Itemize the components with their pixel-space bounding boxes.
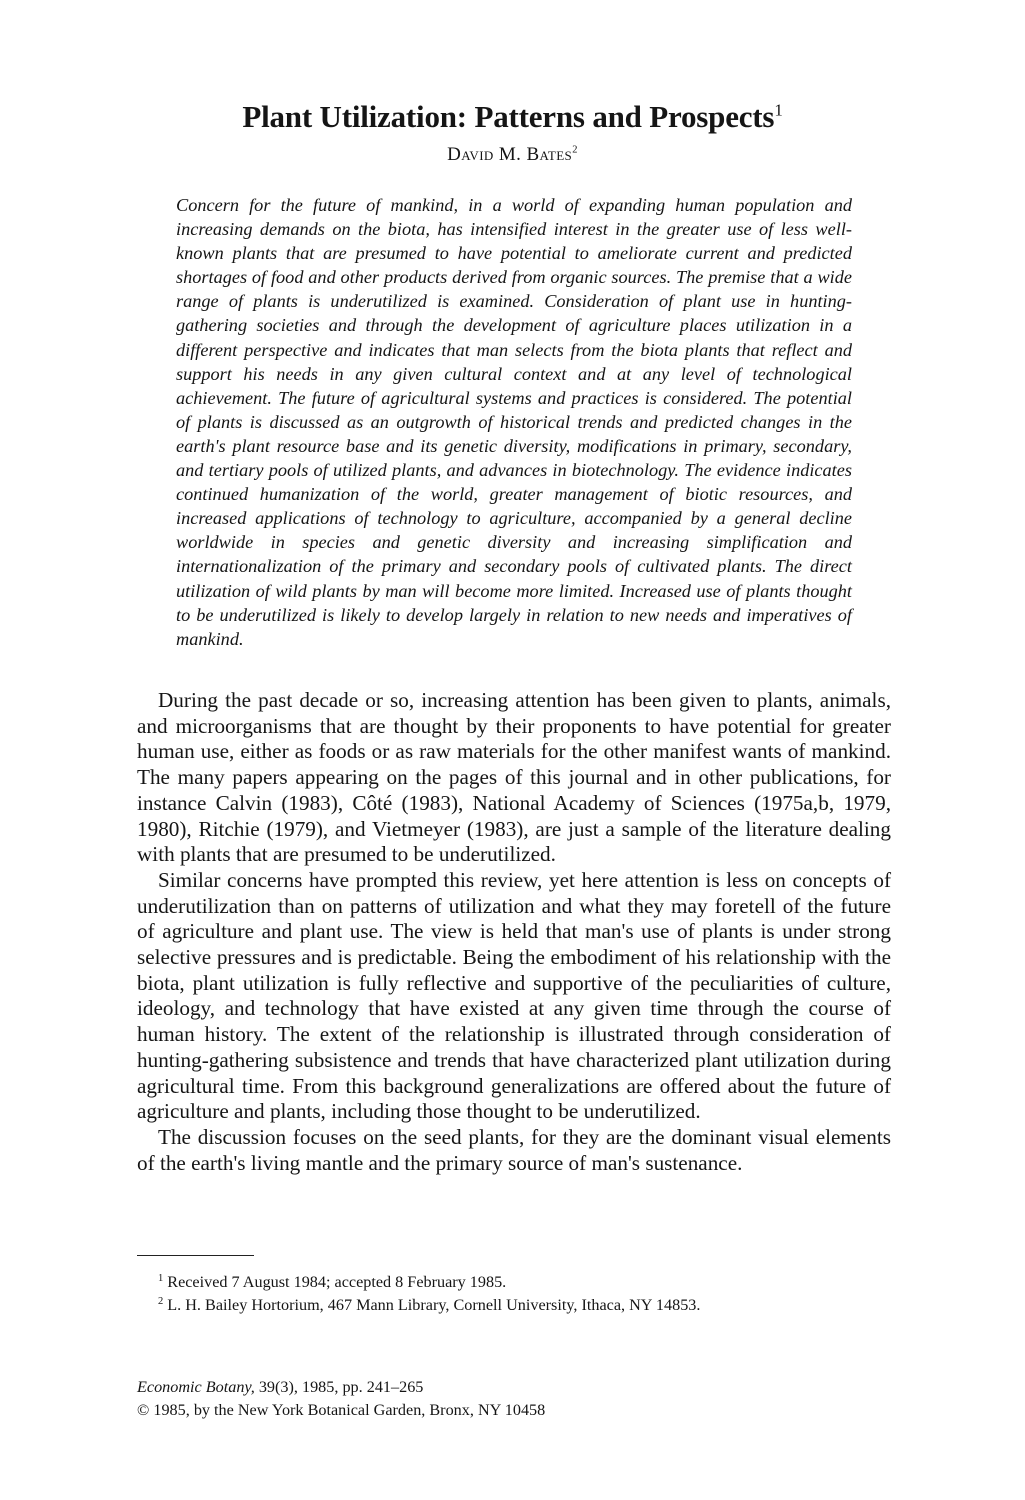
footnotes [158, 1271, 700, 1317]
footnote-mark: 2 [158, 1295, 164, 1307]
footnote [158, 1294, 700, 1317]
journal-name: Economic Botany, [137, 1378, 255, 1396]
footnote-text: L. H. Bailey Hortorium, 467 Mann Library, Cornell University, Ithaca, NY 14853. [167, 1296, 701, 1314]
footnote-mark: 1 [158, 1272, 164, 1284]
citation-line [137, 1376, 545, 1399]
abstract: Concern for the future of mankind, in a world of expanding human population and increasing demands on the biota, has intensified interest in the greater use of less well-known plants that are presumed to have potential to ameliorate current and predicted shortages of food and other products derived from organic sources. The premise that a wide range of plants is underutilized is examined. Consideration of plant use in hunting-gathering societies and through the development of agriculture places utilization in a different perspective and indicates that man selects from the biota plants that reflect and support his needs in any given cultural context and at any level of technological achievement. The future of agricultural systems and practices is considered. The potential of plants is discussed as an outgrowth of historical trends and predicted changes in the earth's plant resource base and its genetic diversity, modifications in primary, secondary, and tertiary pools of utilized plants, and advances in biotechnology. The evidence indicates continued humanization of the world, greater management of biotic resources, and increased applications of technology to agriculture, accompanied by a general decline worldwide in species and genetic diversity and increasing simplification and internationalization of the primary and secondary pools of cultivated plants. The direct utilization of wild plants by man will become more limited. Increased use of plants thought to be underutilized is likely to develop largely in relation to new needs and imperatives of mankind. [176, 195, 852, 649]
body-text [137, 688, 891, 1176]
footnote [158, 1271, 700, 1294]
article-title-text: Plant Utilization: Patterns and Prospects [242, 98, 775, 134]
citation-details: 39(3), 1985, pp. 241–265 [254, 1378, 424, 1396]
body-paragraph: Similar concerns have prompted this review, yet here attention is less on concepts of underutilization than on patterns of utilization and what they may foretell of the future of agriculture and plant use. The view is held that man's use of plants is under strong selective pressures and is predictable. Being the embodiment of his relationship with the biota, plant utilization is fully reflective and supportive of the peculiarities of culture, ideology, and technology that have existed at any given time through the course of human history. The extent of the relationship is illustrated through consideration of hunting-gathering subsistence and trends that have characterized plant utilization during agricultural time. From this background generalizations are offered about the future of agriculture and plants, including those thought to be underutilized. [137, 867, 891, 1124]
author-footnote-mark: 2 [572, 144, 578, 156]
body-paragraph: During the past decade or so, increasing attention has been given to plants, animals, and microorganisms that are thought by their proponents to have potential for greater human use, either as foods or as raw materials for the other manifest wants of mankind. The many papers appearing on the pages of this journal and in other publications, for instance Calvin (1983), Côté (1983), National Academy of Sciences (1975a,b, 1979, 1980), Ritchie (1979), and Vietmeyer (1983), are just a sample of the literature dealing with plants that are presumed to be underutilized. [137, 688, 891, 867]
footnote-text: Received 7 August 1984; accepted 8 February 1985. [167, 1273, 507, 1291]
footnote-separator [137, 1255, 254, 1256]
copyright-line: © 1985, by the New York Botanical Garden, Bronx, NY 10458 [137, 1401, 546, 1419]
body-paragraph: The discussion focuses on the seed plants, for they are the dominant visual elements of the earth's living mantle and the primary source of man's sustenance. [137, 1124, 891, 1175]
title-footnote-mark: 1 [774, 100, 783, 120]
author-name: David M. Bates [447, 144, 573, 165]
journal-citation [137, 1376, 545, 1422]
article-title [0, 99, 1025, 135]
author-line [0, 144, 1025, 166]
